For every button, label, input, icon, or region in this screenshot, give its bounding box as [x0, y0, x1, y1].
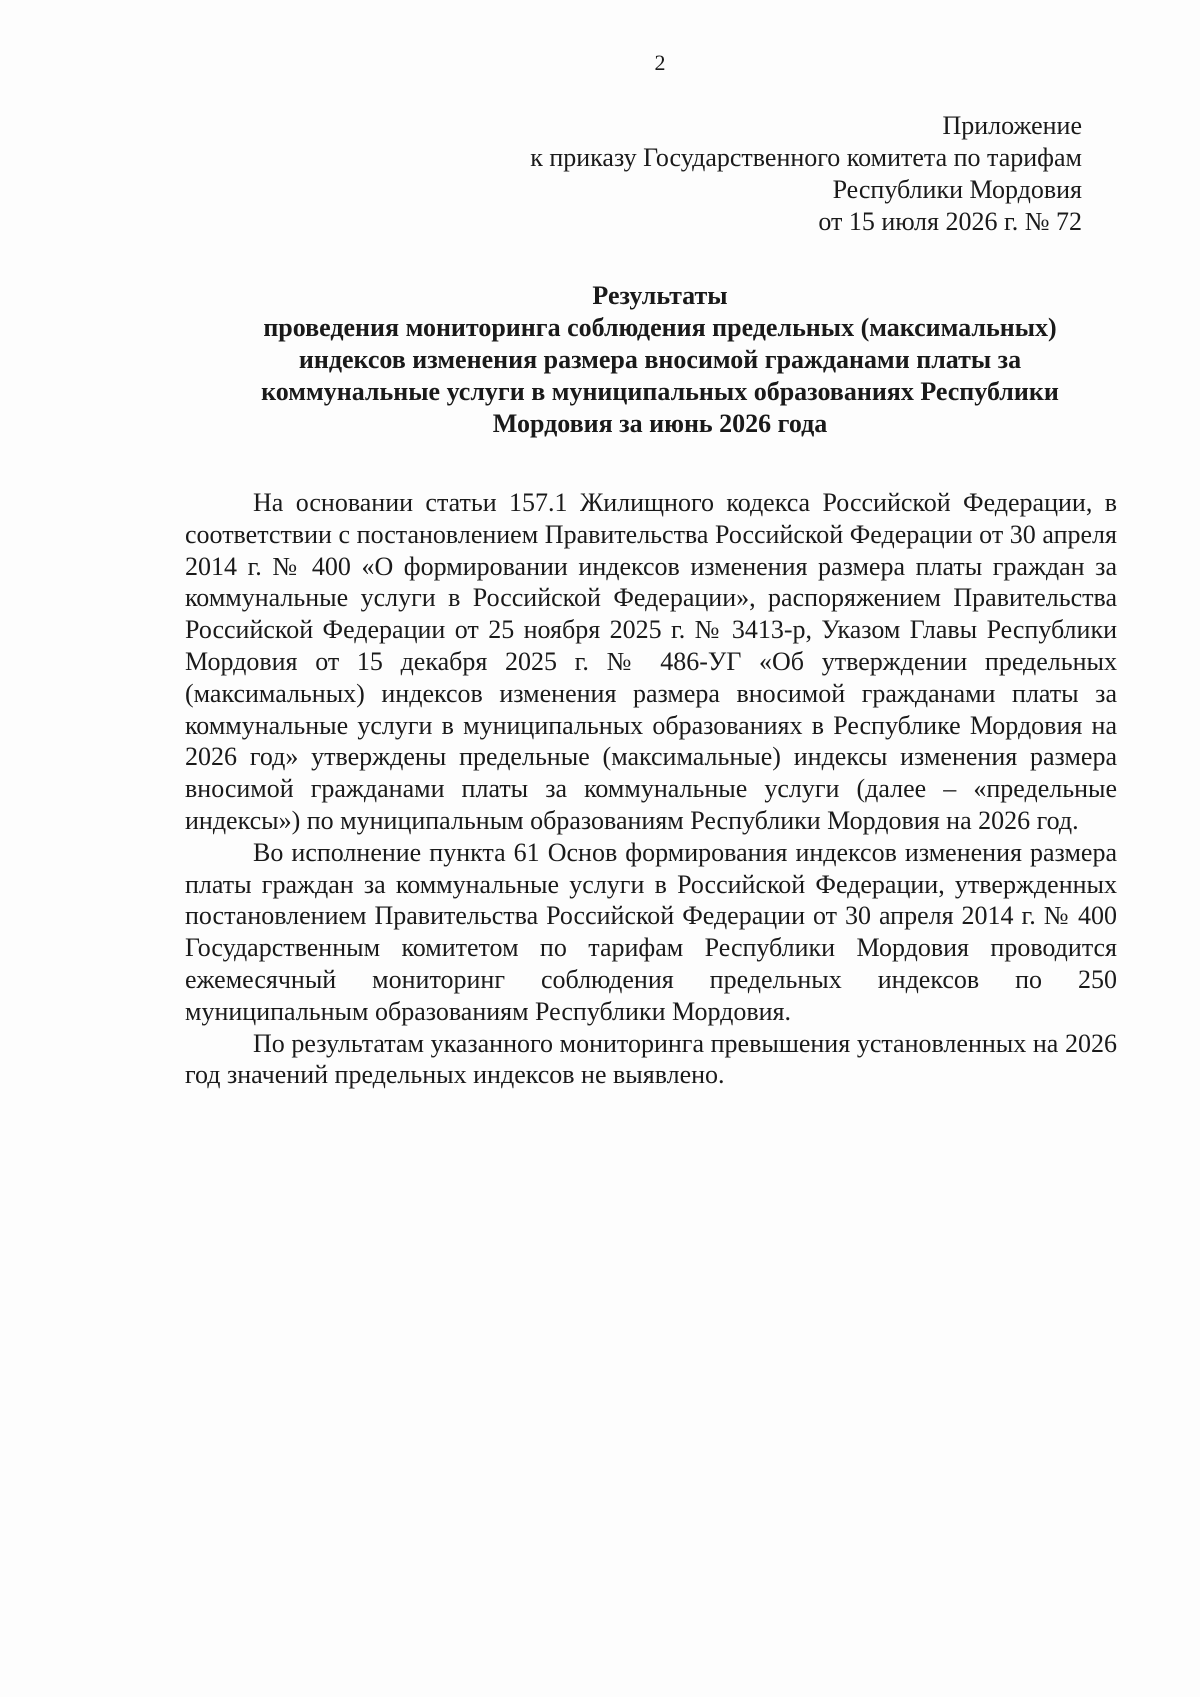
body-paragraph: По результатам указанного мониторинга превышения установленных на 2026 год значений предельных индексов не выявлено.: [185, 1028, 1117, 1090]
title-line: проведения мониторинга соблюдения предельных (максимальных): [263, 313, 1057, 342]
appendix-line: от 15 июля 2026 г. № 72: [818, 207, 1082, 236]
appendix-line: Приложение: [942, 111, 1082, 140]
document-title: [200, 280, 1120, 440]
appendix-header: [382, 110, 1082, 238]
title-line: Мордовия за июнь 2026 года: [492, 409, 828, 438]
title-line: Результаты: [592, 281, 728, 310]
page-number: 2: [654, 50, 666, 75]
title-line: индексов изменения размера вносимой гражданами платы за: [298, 345, 1022, 374]
appendix-line: к приказу Государственного комитета по тарифам: [530, 143, 1082, 172]
appendix-line: Республики Мордовия: [832, 175, 1082, 204]
document-body: [185, 487, 1117, 1091]
title-line: коммунальные услуги в муниципальных образованиях Республики: [261, 377, 1059, 406]
body-paragraph: Во исполнение пункта 61 Основ формирования индексов изменения размера платы граждан за коммунальные услуги в Российской Федерации, утвержденных постановлением Правительства Российской Федерации от 30 апреля 2014 г. № 400 Государственным комитетом по тарифам Республики Мордовия проводится ежемесячный мониторинг соблюдения предельных индексов по 250 муниципальным образованиям Республики Мордовия.: [185, 837, 1117, 1026]
body-paragraph: На основании статьи 157.1 Жилищного кодекса Российской Федерации, в соответствии с постановлением Правительства Российской Федерации от 30 апреля 2014 г. № 400 «О формировании индексов изменения размера платы граждан за коммунальные услуги в Российской Федерации», распоряжением Правительства Российской Федерации от 25 ноября 2025 г. № 3413-р, Указом Главы Республики Мордовия от 15 декабря 2025 г. № 486-УГ «Об утверждении предельных (максимальных) индексов изменения размера вносимой гражданами платы за коммунальные услуги в муниципальных образованиях в Республике Мордовия на 2026 год» утверждены предельные (максимальные) индексы изменения размера вносимой гражданами платы за коммунальные услуги (далее – «предельные индексы») по муниципальным образованиям Республики Мордовия на 2026 год.: [185, 488, 1117, 835]
